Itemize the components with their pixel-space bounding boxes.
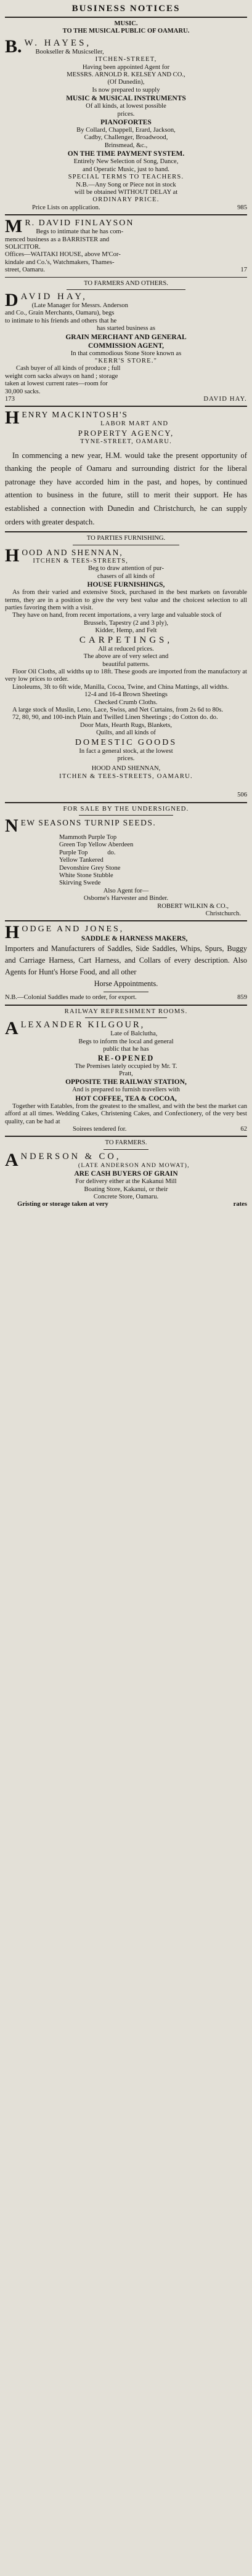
music-initial: B. (5, 38, 22, 57)
divider (5, 920, 247, 921)
kilgour-line: Soirees tendered for. (73, 1125, 127, 1133)
hood-line: All at reduced prices. (98, 645, 154, 652)
music-line: Having been appointed Agent for (82, 63, 170, 71)
anderson-line: For delivery either at the Kakanui Mill (75, 1178, 177, 1186)
music-line: MUSIC & MUSICAL INSTRUMENTS (66, 95, 186, 103)
music-street: ITCHEN-STREET, (95, 56, 157, 63)
anderson-line: ARE CASH BUYERS OF GRAIN (74, 1170, 178, 1178)
music-line: Cadby, Challenger, Broadwood, (84, 134, 168, 142)
wilkin-line: Osborne's Harvester and Binder. (83, 895, 169, 902)
kilgour-line: And is prepared to furnish travellers with (72, 1086, 180, 1094)
list-item: Skirving Swede (59, 880, 101, 887)
divider (5, 802, 247, 803)
hood-line: In fact a general stock, at the lowest (79, 747, 173, 755)
anderson-line: Boating Store, Kakanui, or their (84, 1186, 168, 1193)
music-line: Entirely New Selection of Song, Dance, (73, 158, 179, 166)
finlayson-line: Begs to intimate that he has com- (36, 228, 124, 236)
anderson-notice (5, 1139, 247, 1208)
kilgour-initial: A (5, 1020, 18, 1038)
music-line: ON THE TIME PAYMENT SYSTEM. (67, 150, 185, 158)
hay-line: to intimate to his friends and others that he (5, 317, 117, 324)
finlayson-line: street, Oamaru. (5, 267, 46, 274)
hay-line: has started business as (96, 325, 156, 332)
divider (5, 17, 247, 18)
hay-line: COMMISSION AGENT, (87, 342, 165, 350)
hood-line: prices. (117, 755, 135, 762)
music-line: Price Lists on application. (32, 204, 100, 211)
mackintosh-body: In commencing a new year, H.M. would take the present opportunity of thanking the people of Oamaru and surrounding district for the liberal patronage they have accorded him in the past, and hopes, by continued attention to business in the future, still to merit their support. He has established a connection with Dunedin and Christchurch, he can supply orders with greater despatch. (5, 451, 247, 526)
music-name: W. HAYES, (24, 38, 92, 48)
mackintosh-line: PROPERTY AGENCY, (78, 428, 174, 438)
music-ref: 985 (237, 204, 247, 211)
hay-line: weight corn sacks always on hand ; storage (5, 372, 118, 380)
hodge-name: ODGE AND JONES, (22, 925, 124, 934)
kilgour-ref: 62 (240, 1125, 247, 1133)
hood-to: TO PARTIES FURNISHING. (86, 535, 166, 542)
hood-ref: 506 (237, 792, 247, 799)
hay-name: AVID HAY, (20, 291, 87, 302)
divider (5, 214, 247, 215)
list-item: Yellow Tankered (59, 857, 104, 864)
hood-body: They have on hand, from recent importations, a very large and valuable stock of (12, 612, 222, 619)
hood-sign: HOOD AND SHENNAN, (91, 765, 161, 772)
hay-sign: DAVID HAY. (203, 396, 247, 403)
divider (67, 289, 185, 290)
anderson-line: Gristing or storage taken at very (17, 1201, 108, 1208)
finlayson-ref: 17 (240, 267, 247, 274)
music-line: will be obtained WITHOUT DELAY at (74, 188, 178, 196)
wilkin-sign: ROBERT WILKIN & CO., (157, 902, 229, 910)
hay-notice (5, 280, 247, 404)
music-line: By Collard, Chappell, Erard, Jackson, (76, 127, 176, 134)
divider (5, 277, 247, 278)
hood-body: As from their varied and extensive Stock, purchased in the best markets on favorable terms, they are in a position to give the very best value and the choicest selection to all parties favoring them with a visit. (5, 589, 247, 612)
kilgour-line: HOT COFFEE, TEA & COCOA, (75, 1094, 177, 1102)
divider (85, 1017, 167, 1018)
hood-line: Beg to draw attention of pur- (87, 565, 165, 572)
hay-line: taken at lowest current rates—room for (5, 380, 108, 388)
hay-line: and Co., Grain Merchants, Oamaru), begs (5, 310, 115, 317)
anderson-initial: A (5, 1151, 18, 1170)
hood-notice (5, 535, 247, 799)
finlayson-initial: M (5, 218, 23, 236)
hood-name: OOD AND SHENNAN, (22, 547, 123, 557)
finlayson-line: SOLICITOR. (5, 243, 41, 251)
wilkin-line: Also Agent for— (103, 887, 149, 894)
music-line: N.B.—Any Song or Piece not in stock (76, 181, 176, 188)
music-heading: MUSIC. (114, 20, 138, 27)
anderson-to: TO FARMERS. (105, 1139, 147, 1147)
kilgour-line: Pratt, (119, 1070, 133, 1077)
hay-line: GRAIN MERCHANT AND GENERAL (65, 333, 187, 341)
music-line: and Operatic Music, just to hand. (83, 166, 169, 173)
music-line: Of all kinds, at lowest possible (86, 103, 166, 110)
hood-domestic: DOMESTIC GOODS (75, 737, 177, 747)
mackintosh-line: TYNE-STREET, OAMARU. (80, 438, 172, 446)
music-pianofortes: PIANOFORTES (100, 119, 152, 127)
hood-sign: ITCHEN & TEES-STREETS, OAMARU. (59, 772, 193, 780)
music-line: MESSRS. ARNOLD R. KELSEY AND CO., (67, 71, 185, 79)
list-item: Purple Top do. (59, 849, 116, 856)
finlayson-line: menced business as a BARRISTER and (5, 236, 110, 243)
wilkin-notice (5, 806, 247, 918)
hood-line: chasers of all kinds of (97, 572, 155, 580)
wilkin-seed-list (5, 834, 247, 888)
hodge-nb: N.B.—Colonial Saddles made to order, for export. (5, 994, 137, 1001)
hodge-body: Importers and Manufacturers of Saddles, Side Saddles, Whips, Spurs, Buggy and Carriage Harness, Cart Harness, and Collars of every description. Also Agents for Hunt's Horse Food, and all other (5, 944, 247, 977)
hood-body: 72, 80, 90, and 100-inch Plain and Twilled Linen Sheetings ; do Cotton do. do. (12, 714, 218, 721)
music-trade: Bookseller & Musicseller, (35, 48, 104, 55)
list-item: Mammoth Purple Top (59, 834, 117, 841)
kilgour-body: Together with Eatables, from the greatest to the smallest, and with the best the market can afford at all times. Wedding Cakes, Christening Cakes, and Confectionery, of the very best quality, can be had at (5, 1102, 247, 1125)
hood-line: Quilts, and all kinds of (96, 729, 156, 737)
mackintosh-initial: H (5, 409, 20, 428)
hood-line: HOUSE FURNISHINGS, (87, 581, 165, 589)
mackintosh-notice (5, 409, 247, 529)
wilkin-title: EW SEASONS TURNIP SEEDS. (20, 818, 156, 827)
divider (5, 1136, 247, 1137)
list-item: Green Top Yellow Aberdeen (59, 841, 134, 849)
hay-ref: 173 (5, 396, 15, 403)
hood-initial: H (5, 547, 20, 566)
hood-line: The above are of very select and (83, 653, 169, 660)
music-notice (5, 20, 247, 212)
kilgour-heading: RAILWAY REFRESHMENT ROOMS. (64, 1008, 188, 1015)
divider (5, 406, 247, 407)
hood-body: Linoleums, 3ft to 6ft wide, Manilla, Cocoa, Twine, and China Mattings, all widths. (12, 683, 229, 691)
music-line: ORDINARY PRICE. (92, 196, 160, 204)
hay-line: In that commodious Stone Store known as (70, 350, 182, 357)
finlayson-name: R. DAVID FINLAYSON (25, 219, 134, 228)
hay-initial: D (5, 291, 18, 310)
list-item: White Stone Stubble (59, 872, 113, 880)
hay-line: "KERR'S STORE." (94, 358, 158, 364)
hood-body: A large stock of Muslin, Leno, Lace, Swiss, and Net Curtains, from 2s 6d to 80s. (12, 706, 223, 713)
kilgour-line: OPPOSITE THE RAILWAY STATION, (65, 1078, 187, 1086)
divider (104, 1149, 148, 1150)
mackintosh-name: ENRY MACKINTOSH'S (22, 410, 128, 420)
kilgour-line: public that he has (103, 1046, 149, 1053)
wilkin-sign: Christchurch. (205, 910, 241, 918)
music-line: (Of Dunedin), (107, 79, 145, 86)
hay-line: 30,000 sacks. (5, 388, 41, 395)
anderson-line: (LATE ANDERSON AND MOWAT), (78, 1162, 190, 1169)
kilgour-line: Late of Balclutha, (110, 1030, 158, 1038)
music-line: prices. (117, 110, 135, 118)
hodge-initial: H (5, 924, 20, 943)
hood-line: Checked Crumb Cloths. (94, 699, 158, 706)
finlayson-line: Offices—WAITAKI HOUSE, above M'Cor- (5, 251, 121, 259)
hood-line: Brussels, Tapestry (2 and 3 ply), (83, 619, 169, 627)
divider (79, 815, 173, 816)
music-to: TO THE MUSICAL PUBLIC OF OAMARU. (62, 28, 190, 35)
kilgour-notice (5, 1008, 247, 1133)
hood-street: ITCHEN & TEES-STREETS, (33, 558, 129, 565)
hood-line: Door Mats, Hearth Rugs, Blankets, (79, 721, 173, 729)
kilgour-reopened: RE-OPENED (97, 1053, 155, 1062)
anderson-name: NDERSON & CO, (20, 1151, 121, 1162)
kilgour-line: Begs to inform the local and general (78, 1038, 174, 1045)
page-title: BUSINESS NOTICES (71, 4, 181, 14)
hodge-ref: 859 (237, 994, 247, 1001)
wilkin-heading: FOR SALE BY THE UNDERSIGNED. (63, 805, 189, 813)
divider (5, 1005, 247, 1006)
hood-carpetings: CARPETINGS, (79, 635, 173, 645)
kilgour-name: LEXANDER KILGOUR, (20, 1020, 145, 1030)
mackintosh-line: LABOR MART AND (100, 420, 169, 427)
wilkin-initial: N (5, 817, 18, 834)
anderson-line: rates (233, 1201, 247, 1208)
hay-to: TO FARMERS AND OTHERS. (84, 279, 168, 287)
hood-line: beautiful patterns. (102, 660, 150, 668)
hay-line: Cash buyer of all kinds of produce ; full (16, 365, 121, 372)
hood-line: 12-4 and 16-4 Brown Sheetings (84, 691, 168, 699)
divider (5, 531, 247, 532)
hood-line: Kidder, Hemp, and Felt (95, 627, 157, 635)
anderson-line: Concrete Store, Oamaru. (93, 1193, 159, 1200)
hodge-line: SADDLE & HARNESS MAKERS, (81, 935, 188, 943)
hodge-line: Horse Appointments. (94, 979, 158, 989)
kilgour-line: The Premises lately occupied by Mr. T. (75, 1062, 177, 1070)
music-line: Is now prepared to supply (92, 86, 160, 94)
hood-body: Floor Oil Cloths, all widths up to 18ft. These goods are imported from the manufactory at very low prices to order. (5, 668, 247, 683)
hodge-notice (5, 924, 247, 1001)
newspaper-column (5, 3, 247, 2570)
music-line: SPECIAL TERMS TO TEACHERS. (68, 174, 184, 181)
hay-line: (Late Manager for Messrs. Anderson (31, 302, 128, 309)
list-item: Devonshire Grey Stone (59, 864, 121, 872)
finlayson-notice (5, 218, 247, 274)
finlayson-line: kindale and Co.'s, Watchmakers, Thames- (5, 259, 115, 266)
music-line: Brinsmead, &c., (104, 142, 148, 149)
